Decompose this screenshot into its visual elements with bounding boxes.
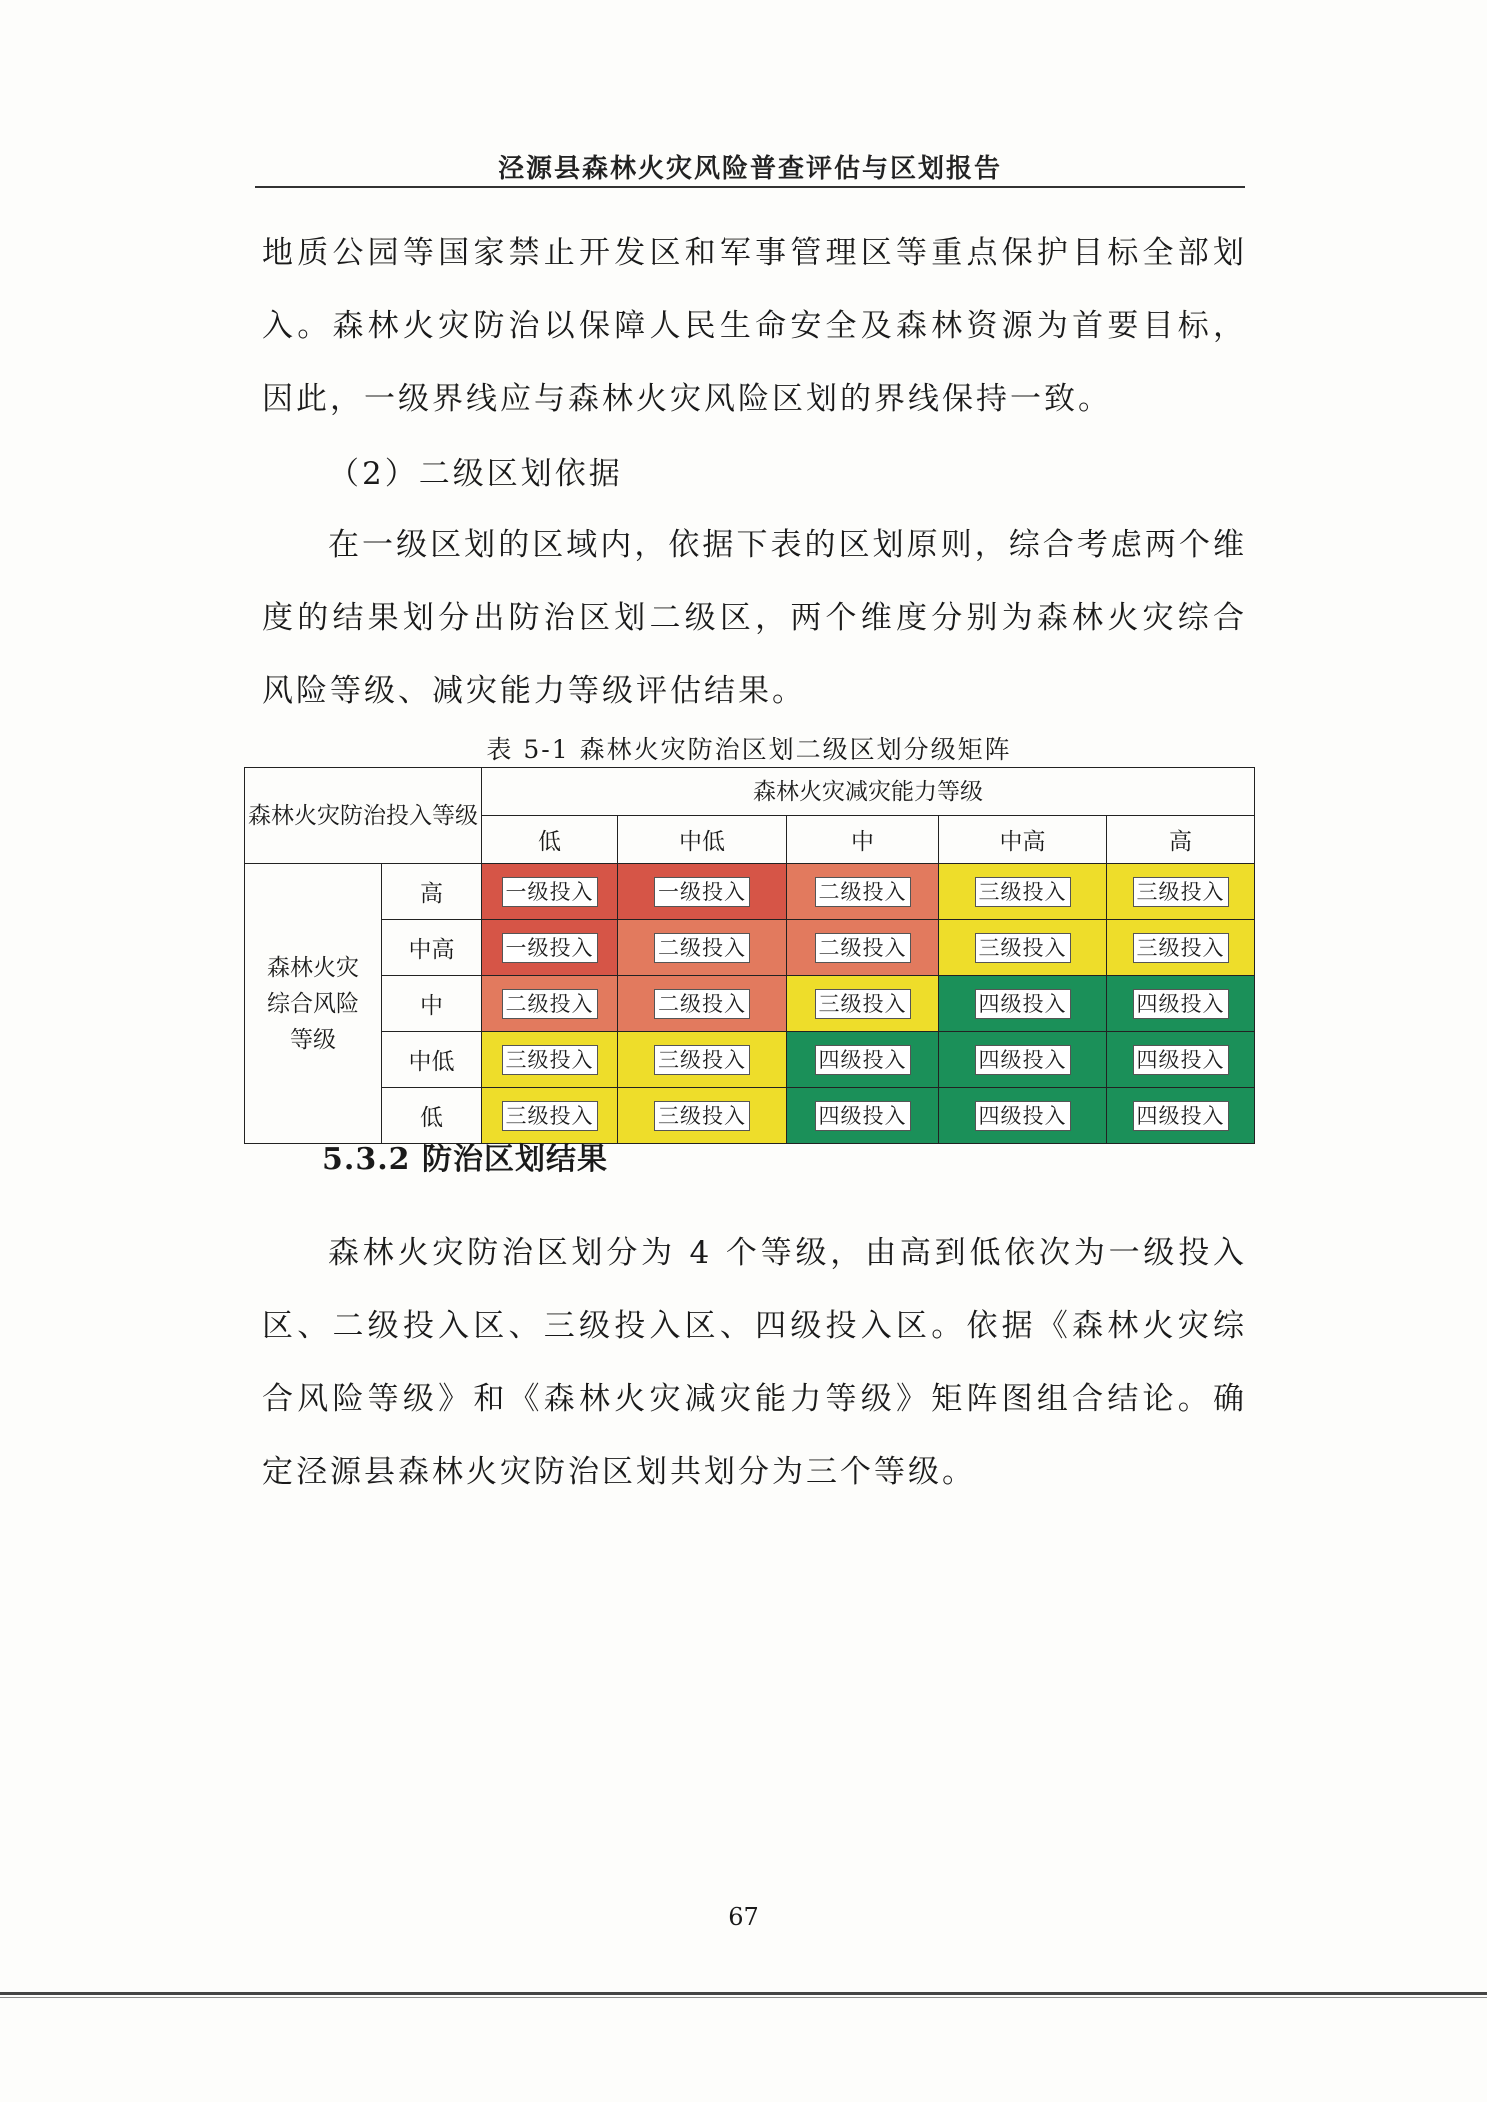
level-label: 四级投入	[975, 1045, 1071, 1075]
matrix-cell	[787, 1032, 939, 1088]
column-header: 中高	[939, 816, 1107, 864]
level-label: 三级投入	[502, 1045, 598, 1075]
level-label: 三级投入	[1133, 933, 1229, 963]
row-header: 中高	[382, 920, 482, 976]
matrix-cell	[482, 920, 618, 976]
table-row	[245, 976, 1255, 1032]
matrix-cell	[1107, 976, 1255, 1032]
paragraph-3: 森林火灾防治区划分为 4 个等级，由高到低依次为一级投入区、二级投入区、三级投入区、四级投入区。依据《森林火灾综合风险等级》和《森林火灾减灾能力等级》矩阵图组合结论。确定泾源县森林火灾防治区划共划分为三个等级。	[262, 1235, 1247, 1490]
row-header: 中低	[382, 1032, 482, 1088]
level-label: 三级投入	[654, 1045, 750, 1075]
level-label: 三级投入	[654, 1101, 750, 1131]
level-label: 四级投入	[815, 1045, 911, 1075]
column-header: 低	[482, 816, 618, 864]
level-label: 二级投入	[654, 933, 750, 963]
grading-matrix-table	[244, 767, 1255, 1144]
level-label: 四级投入	[815, 1101, 911, 1131]
paragraph-2: 在一级区划的区域内，依据下表的区划原则，综合考虑两个维度的结果划分出防治区划二级区，两个维度分别为森林火灾综合风险等级、减灾能力等级评估结果。	[262, 527, 1247, 709]
level-label: 三级投入	[815, 989, 911, 1019]
matrix-cell	[787, 976, 939, 1032]
matrix-cell	[1107, 1088, 1255, 1144]
section-heading: 5.3.2 防治区划结果	[322, 1142, 608, 1177]
level-label: 一级投入	[654, 877, 750, 907]
sub-heading: （2）二级区划依据	[328, 456, 623, 492]
matrix-cell	[1107, 864, 1255, 920]
table-row	[245, 920, 1255, 976]
row-group-header	[245, 864, 382, 1144]
matrix-cell	[787, 1088, 939, 1144]
running-header: 泾源县森林火灾风险普查评估与区划报告	[497, 154, 1002, 184]
matrix-cell	[939, 864, 1107, 920]
page-number: 67	[728, 1903, 759, 1931]
table-row	[245, 864, 1255, 920]
level-label: 二级投入	[815, 933, 911, 963]
matrix-cell	[787, 920, 939, 976]
matrix-cell	[618, 920, 787, 976]
row-header: 低	[382, 1088, 482, 1144]
level-label: 四级投入	[975, 1101, 1071, 1131]
level-label: 二级投入	[502, 989, 598, 1019]
matrix-cell	[1107, 1032, 1255, 1088]
level-label: 三级投入	[502, 1101, 598, 1131]
matrix-cell	[939, 1088, 1107, 1144]
row-group-label: 森林火灾综合风险等级	[267, 954, 359, 1053]
footer-rule-thin	[0, 1997, 1487, 1998]
level-label: 一级投入	[502, 933, 598, 963]
matrix-cell	[618, 976, 787, 1032]
table-row	[245, 1032, 1255, 1088]
matrix-cell	[618, 864, 787, 920]
paragraph-1: 地质公园等国家禁止开发区和军事管理区等重点保护目标全部划入。森林火灾防治以保障人民生命安全及森林资源为首要目标，因此，一级界线应与森林火灾风险区划的界线保持一致。	[262, 235, 1247, 417]
matrix-cell	[618, 1088, 787, 1144]
corner-header	[245, 768, 482, 864]
row-header: 中	[382, 976, 482, 1032]
level-label: 四级投入	[1133, 1045, 1229, 1075]
matrix-cell	[939, 920, 1107, 976]
header-rule	[255, 186, 1245, 188]
level-label: 一级投入	[502, 877, 598, 907]
level-label: 四级投入	[1133, 1101, 1229, 1131]
level-label: 三级投入	[975, 877, 1071, 907]
column-header: 中	[787, 816, 939, 864]
matrix-cell	[939, 1032, 1107, 1088]
footer-rule	[0, 1992, 1487, 1995]
level-label: 四级投入	[975, 989, 1071, 1019]
level-label: 三级投入	[975, 933, 1071, 963]
matrix-cell	[482, 864, 618, 920]
level-label: 三级投入	[1133, 877, 1229, 907]
row-header: 高	[382, 864, 482, 920]
column-group-header: 森林火灾减灾能力等级	[482, 768, 1255, 816]
matrix-cell	[1107, 920, 1255, 976]
matrix-cell	[482, 1032, 618, 1088]
level-label: 四级投入	[1133, 989, 1229, 1019]
matrix-cell	[787, 864, 939, 920]
corner-label: 森林火灾防治投入等级	[248, 802, 478, 829]
matrix-cell	[939, 976, 1107, 1032]
matrix-cell	[482, 976, 618, 1032]
level-label: 二级投入	[654, 989, 750, 1019]
matrix-cell	[618, 1032, 787, 1088]
level-label: 二级投入	[815, 877, 911, 907]
table-caption: 表 5-1 森林火灾防治区划二级区划分级矩阵	[486, 735, 1012, 764]
column-header: 高	[1107, 816, 1255, 864]
column-header: 中低	[618, 816, 787, 864]
